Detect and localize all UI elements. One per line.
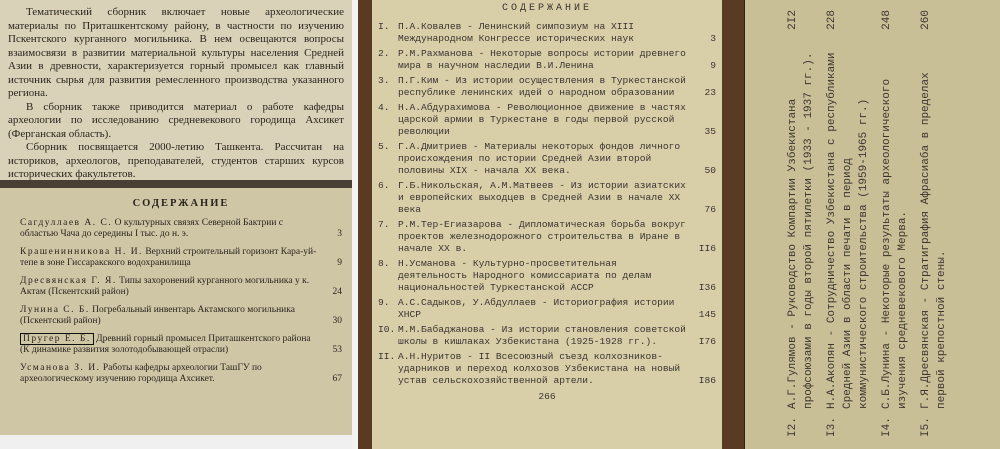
entry-number: I5. [920,417,932,437]
entry-number: 5. [378,141,390,152]
contents-entry [20,276,342,299]
contents-entry [824,10,872,437]
annotation-paragraph: В сборник также приводится материал о работе кафедры археологии по исследованию средневекового городища Ахсикет (Ферганская область). [8,100,344,140]
entry-page: 9 [710,60,716,71]
contents-entry [378,219,716,255]
right-panel [745,0,1000,449]
contents-entry [20,305,342,328]
entry-title: Типы захоронений курганного могильника у к. Актам (Пскентский район) [20,275,310,297]
entry-text: М.М.Бабаджанова - Из истории становления советской школы в кишлаках Узбекистана (1925-1928 гг.). [398,324,686,347]
entry-page: II6 [698,243,716,254]
contents-entry [879,10,911,437]
entry-author: Крашенинникова Н. И. [20,246,143,257]
entry-author: Пругер Е. Б. [20,333,94,345]
entry-text: А.Г.Гулямов - Руководство Компартии Узбекистана профсоюзами в годы второй пятилетки (1933 - 1937 гг.). [787,52,815,409]
contents-entry [378,102,716,138]
entry-title: О культурных связях Северной Бактрии с областью Чача до середины I тыс. до н. э. [20,217,283,239]
entry-number: I4. [881,417,893,437]
entry-number: I3. [826,417,838,437]
entry-number: I2. [787,417,799,437]
contents-page-1 [0,188,352,435]
entry-text: Н.А.Акопян - Сотрудничество Узбекистана с республиками Средней Азии в области печати в период коммунистического строительства (1959-1965 гг.) [826,52,870,409]
contents-page-2 [372,0,722,449]
contents-entry [378,48,716,72]
entry-page: 35 [704,126,716,137]
entry-text [20,305,320,328]
entry-number: II. [378,351,396,362]
entry-page: 50 [704,165,716,176]
contents-page-3-rotated [745,0,1000,449]
entry-text [20,218,320,241]
entry-number: 8. [378,258,390,269]
entry-text [20,334,320,357]
contents-entry [20,218,342,241]
contents-entry [785,10,817,437]
entry-number: 9. [378,297,390,308]
entry-text: П.Г.Ким - Из истории осуществления в Туркестанской республике ленинских идей о народном образовании [398,75,686,98]
entry-page: 260 [920,10,932,30]
contents-entry [20,247,342,270]
entry-title: Погребальный инвентарь Актамского могильника (Пскентский район) [20,304,295,326]
middle-panel [358,0,744,449]
entry-number: I0. [378,324,396,335]
entry-page: 23 [704,87,716,98]
annotation-paragraph: Сборник посвящается 2000-летию Ташкента. Рассчитан на историков, археологов, преподавателей, студентов старших курсов исторических факультетов. [8,141,344,180]
entry-page: 2I2 [787,10,799,30]
entry-page: 228 [826,10,838,30]
entry-number: 3. [378,75,390,86]
entry-page: 3 [710,33,716,44]
entry-page: 248 [881,10,893,30]
entry-page: 67 [332,374,342,384]
entry-page: I86 [698,375,716,386]
entry-page: 30 [332,316,342,326]
contents-entry [918,10,950,437]
entry-page: I76 [698,336,716,347]
entry-text: Р.М.Тер-Егиазарова - Дипломатическая борьба вокруг проектов железнодорожного строительства в Иране в начале XX в. [398,219,686,254]
entry-number: 2. [378,48,390,59]
entry-page: I36 [698,282,716,293]
contents-entry [378,21,716,45]
entry-page: 24 [332,287,342,297]
entry-text [20,247,320,270]
entry-number: I. [378,21,390,32]
contents-entry [378,141,716,177]
entry-page: 53 [332,345,342,355]
entry-text: П.А.Ковалев - Ленинский симпозиум на XIII Международном Конгрессе исторических наук [398,21,635,44]
entry-title: Работы кафедры археологии ТашГУ по археологическому изучению городища Ахсикет. [20,362,262,384]
entry-author: Лунина С. Б. [20,304,90,315]
contents-entry [20,363,342,386]
contents-title: СОДЕРЖАНИЕ [132,198,230,209]
entry-page: 145 [698,309,716,320]
frame-border [0,435,352,449]
annotation-page [0,0,352,180]
entry-author: Усманова З. И. [20,362,101,373]
entry-number: 7. [378,219,390,230]
contents-entry [378,297,716,321]
contents-entry [378,351,716,387]
entry-author: Сагдуллаев А. С. [20,217,113,228]
entry-number: 4. [378,102,390,113]
entry-number: 6. [378,180,390,191]
contents-entry [378,75,716,99]
entry-text: Г.Б.Никольская, А.М.Матвеев - Из истории азиатских и европейских выходцев в Средней Азии в начале XX века [398,180,686,215]
annotation-paragraph: Тематический сборник включает новые археологические материалы по Приташкентскому району, в частности по изучению Пскентского курганного могильника. В нем освещаются вопросы взаимосвязи в развитии материальной культуры населения Средней Азии в древности, характеризуется горный промысел как главный источник сырья для развития ремесленного производства указанного региона. [8,6,344,99]
contents-entry [378,324,716,348]
entry-text: С.Б.Лунина - Некоторые результаты археологического изучения средневекового Мерва. [881,78,909,409]
entry-title: Верхний строительный горизонт Кара-уй-тепе в зоне Гиссаракского водохранилища [20,246,317,268]
entry-title: Древний горный промысел Приташкентского района (К динамике развития золотодобывающей отрасли) [20,333,311,355]
entry-text: Р.М.Рахманова - Некоторые вопросы истории древнего мира в научном наследии В.И.Ленина [398,48,686,71]
entry-page: 9 [337,258,342,268]
entry-text [20,363,320,386]
contents-title: СОДЕРЖАНИЕ [501,3,592,14]
entry-page: 3 [337,229,342,239]
entry-text: Н.Усманова - Культурно-просветительная деятельность Народного комиссариата по делам национальностей Туркестанской АССР [398,258,652,293]
entry-author: Дресвянская Г. Я. [20,275,117,286]
entry-page: 76 [704,204,716,215]
entry-text: А.Н.Нуритов - II Всесоюзный съезд колхозников-ударников и переход колхозов Узбекистана на новый устав сельскохозяйственной артели. [398,351,681,386]
entry-text: А.С.Садыков, У.Абдуллаев - Историография истории ХНСР [398,297,675,320]
entry-text: Г.Я.Дресвянская - Стратиграфия Афрасиаба в пределах первой крепостной стены. [920,72,948,409]
page-number: 266 [538,391,556,402]
contents-entry [378,180,716,216]
entry-text: Г.А.Дмитриев - Материалы некоторых фондов личного происхождения по истории Средней Азии второй половины XIX - начала XX века. [398,141,681,176]
entry-text: Н.А.Абдурахимова - Революционное движение в частях царской армии в Туркестане в годы первой русской революции [398,102,686,137]
contents-entry [20,334,342,357]
entry-text [20,276,320,299]
contents-entry [378,258,716,294]
left-panel [0,0,352,449]
